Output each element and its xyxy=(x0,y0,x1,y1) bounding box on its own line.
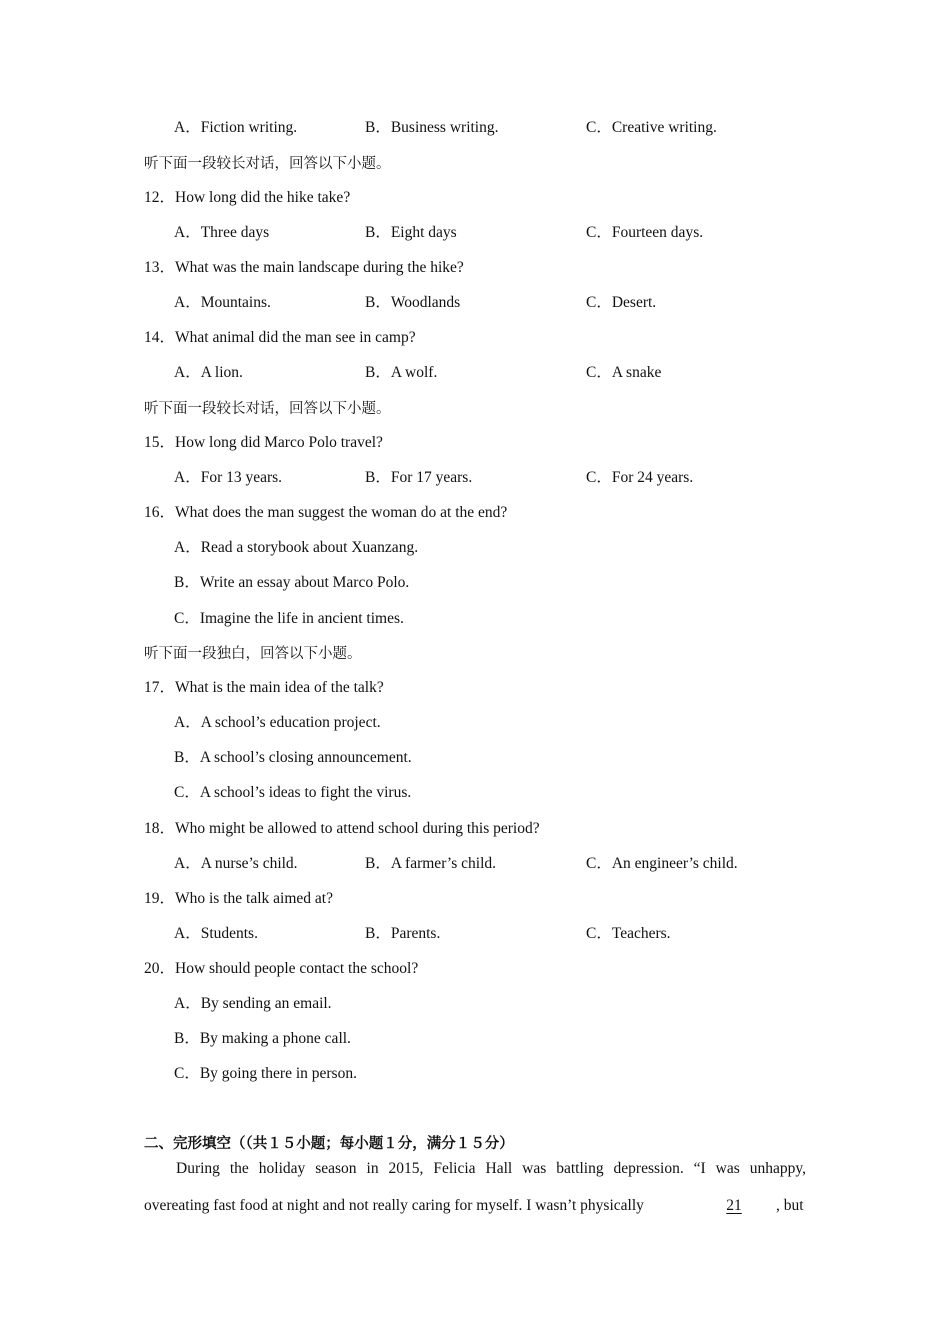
instruction-dialogue-2: 听下面一段较长对话，回答以下小题。 xyxy=(144,401,391,417)
q12-options xyxy=(0,221,950,245)
q11-option-b: B．Business writing. xyxy=(365,119,499,136)
q19-options xyxy=(0,922,950,946)
blank-21: 21 xyxy=(726,1197,742,1214)
q13-option-b: B．Woodlands xyxy=(365,294,461,311)
q15-option-b: B．For 17 years. xyxy=(365,469,473,486)
q12-option-b: B．Eight days xyxy=(365,224,457,241)
q19-option-a: A．Students. xyxy=(174,925,258,942)
q14-option-b: B．A wolf. xyxy=(365,364,438,381)
q12-stem: 12．How long did the hike take? xyxy=(144,189,351,206)
q18-option-b: B．A farmer’s child. xyxy=(365,855,497,872)
instruction-dialogue-1: 听下面一段较长对话，回答以下小题。 xyxy=(144,156,391,172)
q13-stem: 13．What was the main landscape during the hike? xyxy=(144,259,464,276)
q16-option-c: C．Imagine the life in ancient times. xyxy=(174,610,404,627)
cloze-passage-line-2 xyxy=(0,1194,950,1218)
q17-option-b: B．A school’s closing announcement. xyxy=(174,749,412,766)
q17-stem: 17．What is the main idea of the talk? xyxy=(144,679,384,696)
q13-option-c: C．Desert. xyxy=(586,294,657,311)
q17-option-c: C．A school’s ideas to fight the virus. xyxy=(174,784,412,801)
q14-stem: 14．What animal did the man see in camp? xyxy=(144,329,416,346)
q13-option-a: A．Mountains. xyxy=(174,294,271,311)
q16-option-b: B．Write an essay about Marco Polo. xyxy=(174,574,410,591)
cloze-line-2-tail: , but xyxy=(776,1197,804,1214)
q20-option-a: A．By sending an email. xyxy=(174,995,332,1012)
q18-stem: 18．Who might be allowed to attend school during this period? xyxy=(144,820,540,837)
cloze-line-1-text: During the holiday season in 2015, Felicia Hall was battling depression. “I was unhappy, xyxy=(176,1160,806,1177)
q11-option-a: A．Fiction writing. xyxy=(174,119,298,136)
section-heading-cloze: 二、完形填空（（共１５小题；每小题１分，满分１５分） xyxy=(144,1136,514,1152)
q16-option-a: A．Read a storybook about Xuanzang. xyxy=(174,539,419,556)
q14-option-a: A．A lion. xyxy=(174,364,243,381)
q13-options xyxy=(0,291,950,315)
q18-option-a: A．A nurse’s child. xyxy=(174,855,298,872)
q18-option-c: C．An engineer’s child. xyxy=(586,855,738,872)
q19-option-b: B．Parents. xyxy=(365,925,441,942)
q14-option-c: C．A snake xyxy=(586,364,662,381)
q19-option-c: C．Teachers. xyxy=(586,925,671,942)
q18-options xyxy=(0,852,950,876)
q16-stem: 16．What does the man suggest the woman do at the end? xyxy=(144,504,508,521)
q15-option-a: A．For 13 years. xyxy=(174,469,283,486)
q20-stem: 20．How should people contact the school? xyxy=(144,960,419,977)
q12-option-a: A．Three days xyxy=(174,224,270,241)
cloze-passage-line-1 xyxy=(0,1157,950,1181)
q12-option-c: C．Fourteen days. xyxy=(586,224,704,241)
q15-stem: 15．How long did Marco Polo travel? xyxy=(144,434,383,451)
q17-option-a: A．A school’s education project. xyxy=(174,714,381,731)
q15-option-c: C．For 24 years. xyxy=(586,469,694,486)
q19-stem: 19．Who is the talk aimed at? xyxy=(144,890,333,907)
q11-option-c: C．Creative writing. xyxy=(586,119,717,136)
q20-option-c: C．By going there in person. xyxy=(174,1065,357,1082)
q20-option-b: B．By making a phone call. xyxy=(174,1030,351,1047)
cloze-line-2-text: overeating fast food at night and not really caring for myself. I wasn’t physically xyxy=(144,1197,644,1214)
q15-options xyxy=(0,466,950,490)
q11-options xyxy=(0,116,950,140)
q14-options xyxy=(0,361,950,385)
instruction-monologue: 听下面一段独白，回答以下小题。 xyxy=(144,646,362,662)
